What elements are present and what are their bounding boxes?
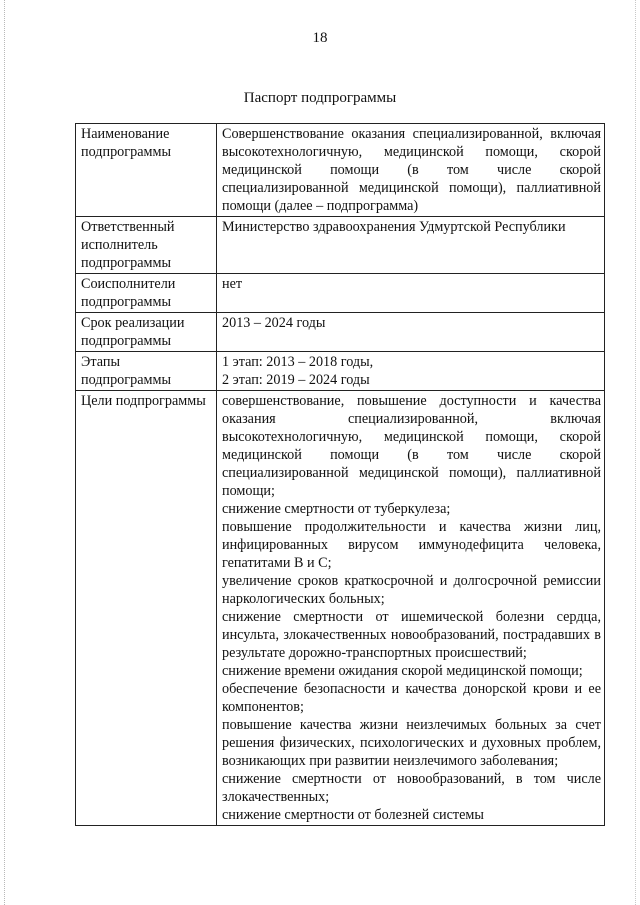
goal-item: снижение смертности от новообразований, в том числе злокачественных; [222,771,601,805]
row-label: Ответственный исполнитель подпрограммы [76,217,217,274]
goal-item: снижение времени ожидания скорой медицинской помощи; [222,663,583,679]
row-value: нет [217,274,605,313]
row-label: Соисполнители подпрограммы [76,274,217,313]
row-label: Наименование подпрограммы [76,124,217,217]
goal-item: совершенствование, повышение доступности и качества оказания специализированной, включая высокотехнологичную, медицинской помощи, скорой медицинской помощи (в том числе скорой специализированной медицинской помощи), паллиативной помощи; [222,393,601,499]
page-title: Паспорт подпрограммы [243,90,397,106]
passport-table [75,123,605,826]
goal-item: повышение продолжительности и качества жизни лиц, инфицированных вирусом иммунодефицита человека, гепатитами B и C; [222,519,601,571]
row-value [217,391,605,826]
goal-item: повышение качества жизни неизлечимых больных за счет решения физических, психологических и духовных проблем, возникающих при развитии неизлечимого заболевания; [222,717,601,769]
table-row [76,313,605,352]
table-row [76,391,605,826]
row-label: Цели подпрограммы [76,391,217,826]
table-row [76,352,605,391]
row-value: Министерство здравоохранения Удмуртской Республики [217,217,605,274]
row-label: Этапы подпрограммы [76,352,217,391]
scan-edge-right [635,0,636,905]
row-value: Совершенствование оказания специализированной, включая высокотехнологичную, медицинской помощи, скорой медицинской помощи (в том числе скорой специализированной медицинской помощи), паллиативной помощи (далее – подпрограмма) [217,124,605,217]
goal-item: снижение смертности от ишемической болезни сердца, инсульта, злокачественных новообразований, пострадавших в результате дорожно-транспортных происшествий; [222,609,601,661]
stage-item: 2 этап: 2019 – 2024 годы [222,372,370,388]
goal-item: снижение смертности от болезней системы [222,807,484,823]
goal-item: обеспечение безопасности и качества донорской крови и ее компонентов; [222,681,601,715]
stage-item: 1 этап: 2013 – 2018 годы, [222,354,374,370]
scan-edge-left [4,0,5,905]
table-row [76,274,605,313]
page-number: 18 [312,30,328,46]
table-row [76,124,605,217]
row-value [217,352,605,391]
row-value: 2013 – 2024 годы [217,313,605,352]
goal-item: увеличение сроков краткосрочной и долгосрочной ремиссии наркологических больных; [222,573,601,607]
row-label: Срок реализации подпрограммы [76,313,217,352]
goal-item: снижение смертности от туберкулеза; [222,501,451,517]
table-row [76,217,605,274]
